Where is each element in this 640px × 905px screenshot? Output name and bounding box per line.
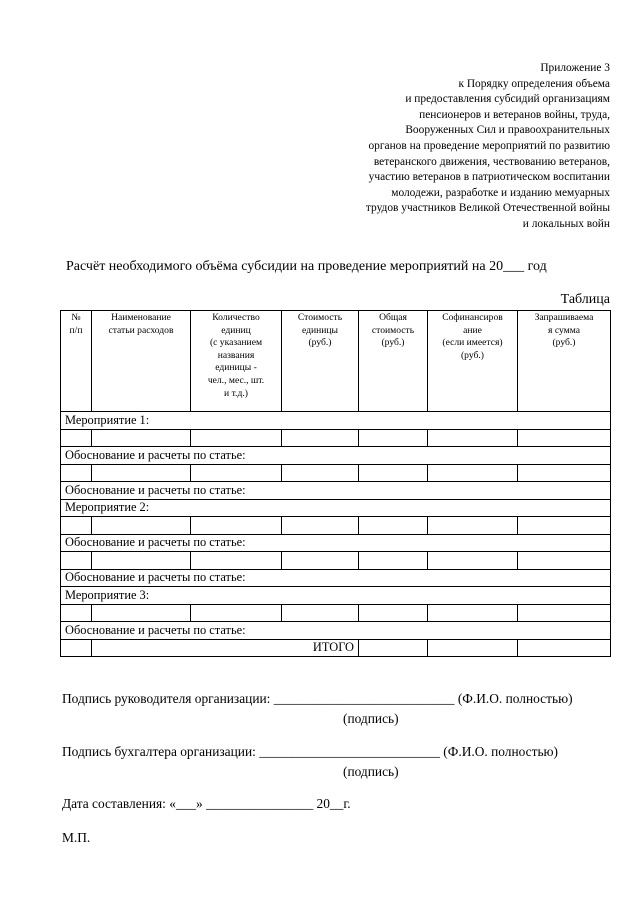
justification-row xyxy=(61,482,611,500)
col-header-cofinancing: Софинансиров ание (если имеется) (руб.) xyxy=(428,311,518,412)
table-header-row xyxy=(61,311,611,412)
table-cell[interactable] xyxy=(61,552,92,570)
table-cell[interactable] xyxy=(518,552,611,570)
table-cell[interactable] xyxy=(282,552,359,570)
col-header-quantity: Количество единиц (с указанием названия единицы - чел., мес., шт. и т.д.) xyxy=(191,311,282,412)
table-cell[interactable] xyxy=(359,552,428,570)
total-row xyxy=(61,639,611,657)
table-cell[interactable] xyxy=(428,464,518,482)
head-signature-line: Подпись руководителя организации: ___________________________ (Ф.И.О. полностью) xyxy=(62,691,573,706)
table-cell[interactable] xyxy=(191,429,282,447)
table-cell[interactable] xyxy=(61,429,92,447)
table-cell[interactable] xyxy=(92,429,191,447)
event-label: Мероприятие 1: xyxy=(61,412,611,430)
event-label: Мероприятие 2: xyxy=(61,499,611,517)
table-cell[interactable] xyxy=(92,464,191,482)
head-signature-caption: (подпись) xyxy=(343,711,399,726)
appendix-line: трудов участников Великой Отечественной войны xyxy=(365,202,610,215)
table-caption: Таблица xyxy=(560,292,610,307)
total-requested-cell[interactable] xyxy=(518,639,611,657)
justification-label: Обоснование и расчеты по статье: xyxy=(61,534,611,552)
subsidy-calculation-table xyxy=(60,310,611,657)
appendix-line: органов на проведение мероприятий по развитию xyxy=(368,139,610,152)
stamp-placeholder: М.П. xyxy=(62,830,91,845)
table-cell[interactable] xyxy=(282,464,359,482)
appendix-line: Приложение 3 xyxy=(540,62,610,74)
table-row xyxy=(61,517,611,535)
table-cell[interactable] xyxy=(518,604,611,622)
table-cell[interactable] xyxy=(428,604,518,622)
justification-label: Обоснование и расчеты по статье: xyxy=(61,569,611,587)
table-row xyxy=(61,464,611,482)
event-row xyxy=(61,587,611,605)
appendix-line: и локальных войн xyxy=(522,217,610,230)
col-header-unit-cost: Стоимость единицы (руб.) xyxy=(282,311,359,412)
event-label: Мероприятие 3: xyxy=(61,587,611,605)
justification-label: Обоснование и расчеты по статье: xyxy=(61,482,611,500)
justification-row xyxy=(61,622,611,640)
table-cell[interactable] xyxy=(282,604,359,622)
appendix-line: участию ветеранов в патриотическом воспитании xyxy=(368,171,610,184)
justification-row xyxy=(61,569,611,587)
justification-row xyxy=(61,447,611,465)
table-cell[interactable] xyxy=(191,517,282,535)
table-cell[interactable] xyxy=(359,604,428,622)
appendix-line: и предоставления субсидий организациям xyxy=(405,93,610,106)
appendix-header xyxy=(310,61,610,233)
table-cell[interactable] xyxy=(61,604,92,622)
appendix-line: молодежи, разработке и изданию мемуарных xyxy=(391,186,610,199)
total-cofinancing-cell[interactable] xyxy=(428,639,518,657)
table-cell[interactable] xyxy=(518,517,611,535)
table-cell xyxy=(61,639,92,657)
date-line: Дата составления: «___» ________________ 20__г. xyxy=(62,796,351,811)
table-cell[interactable] xyxy=(92,552,191,570)
table-row xyxy=(61,604,611,622)
col-header-total-cost: Общая стоимость (руб.) xyxy=(359,311,428,412)
table-row xyxy=(61,552,611,570)
appendix-line: пенсионеров и ветеранов войны, труда, xyxy=(419,108,610,121)
table-cell[interactable] xyxy=(359,464,428,482)
table-cell[interactable] xyxy=(191,604,282,622)
appendix-line: ветеранского движения, чествованию ветеранов, xyxy=(373,155,610,168)
table-cell[interactable] xyxy=(359,517,428,535)
total-cost-cell[interactable] xyxy=(359,639,428,657)
table-row xyxy=(61,429,611,447)
table-cell[interactable] xyxy=(518,429,611,447)
table-cell[interactable] xyxy=(518,464,611,482)
col-header-number: № п/п xyxy=(61,311,92,412)
accountant-signature-caption: (подпись) xyxy=(343,764,399,779)
table-cell[interactable] xyxy=(282,517,359,535)
table-cell[interactable] xyxy=(191,552,282,570)
justification-label: Обоснование и расчеты по статье: xyxy=(61,622,611,640)
table-cell[interactable] xyxy=(61,517,92,535)
col-header-requested-amount: Запрашиваема я сумма (руб.) xyxy=(518,311,611,412)
total-label: ИТОГО xyxy=(92,639,359,657)
justification-label: Обоснование и расчеты по статье: xyxy=(61,447,611,465)
appendix-line: Вооруженных Сил и правоохранительных xyxy=(405,124,610,137)
table-cell[interactable] xyxy=(61,464,92,482)
table-cell[interactable] xyxy=(282,429,359,447)
table-cell[interactable] xyxy=(428,552,518,570)
event-row xyxy=(61,499,611,517)
event-row xyxy=(61,412,611,430)
accountant-signature-line: Подпись бухгалтера организации: ___________________________ (Ф.И.О. полностью) xyxy=(62,744,559,759)
appendix-line: к Порядку определения объема xyxy=(458,77,610,90)
col-header-item-name: Наименование статьи расходов xyxy=(92,311,191,412)
document-title: Расчёт необходимого объёма субсидии на проведение мероприятий на 20___ год xyxy=(66,259,547,274)
table-cell[interactable] xyxy=(92,517,191,535)
table-cell[interactable] xyxy=(191,464,282,482)
table-cell[interactable] xyxy=(359,429,428,447)
justification-row xyxy=(61,534,611,552)
table-cell[interactable] xyxy=(92,604,191,622)
table-cell[interactable] xyxy=(428,517,518,535)
table-cell[interactable] xyxy=(428,429,518,447)
